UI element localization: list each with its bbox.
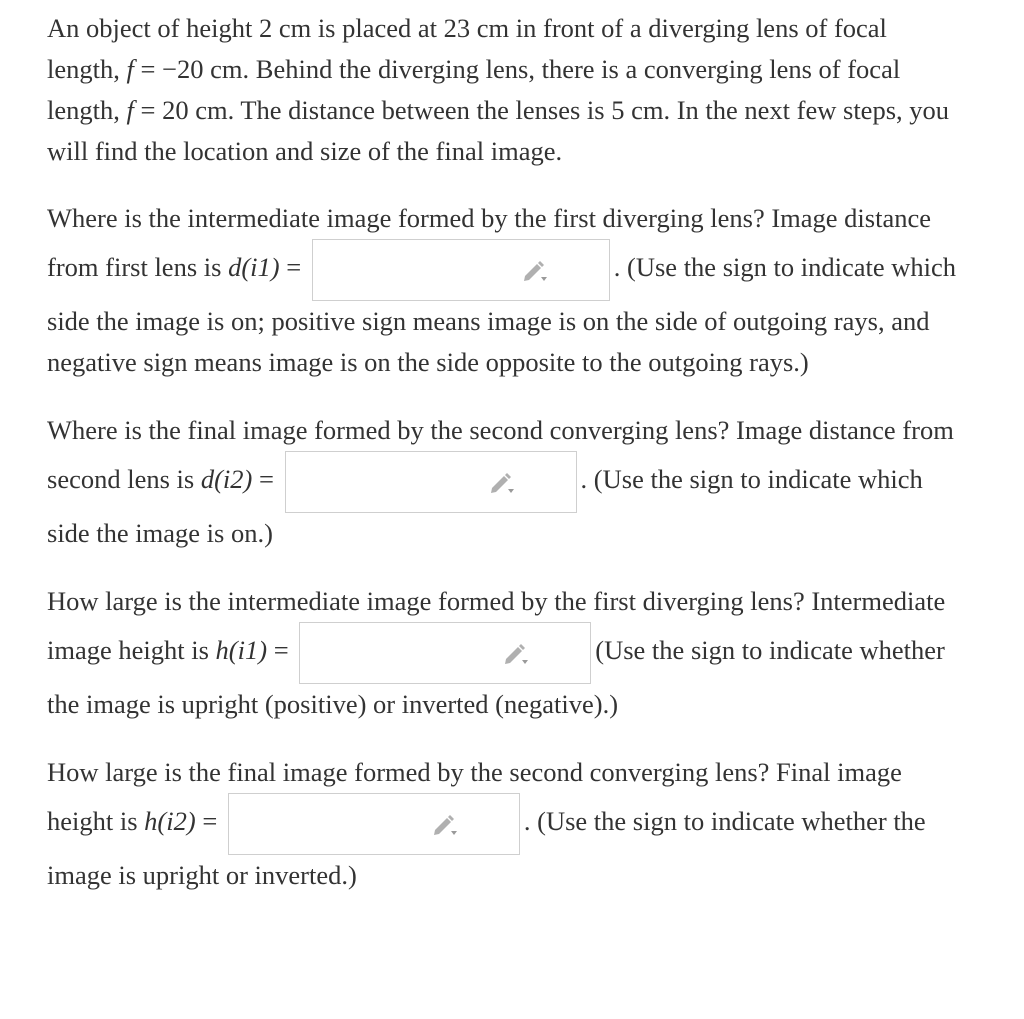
q3-suffix-2: sign to indicate whether the image is upright (positive) or inverted (negative).) [47, 635, 945, 719]
q3-suffix-1: (Use the [595, 635, 685, 666]
pencil-icon[interactable] [502, 641, 530, 667]
intro-text-2: = −20 cm. Behind the diverging lens, there is a converging lens of focal length, [47, 54, 901, 125]
q1-variable: d(i1) [228, 252, 280, 283]
q4-suffix-2: whether the image is upright or inverted.) [47, 806, 926, 890]
intro-text-1: An object of height 2 cm is placed at 23 cm in front of a diverging lens of focal length, [47, 13, 887, 84]
pencil-icon[interactable] [488, 470, 516, 496]
q2-equals: = [252, 464, 281, 495]
pencil-icon[interactable] [521, 258, 549, 284]
intro-text-3: = 20 cm. The distance between the lenses is 5 cm. In the next few steps, you will find the location and size of the final image. [47, 95, 950, 166]
question-4 [47, 752, 957, 896]
problem-statement [47, 8, 957, 172]
q4-prefix: How large is the final image formed by the second converging lens? Final image height is [47, 757, 902, 837]
answer-input-h-i1[interactable] [299, 622, 591, 684]
q4-equals: = [195, 806, 224, 837]
q3-variable: h(i1) [215, 635, 268, 666]
question-3 [47, 581, 957, 725]
q3-prefix: How large is the intermediate image formed by the first diverging lens? Intermediate image height is [47, 586, 946, 666]
q1-equals: = [279, 252, 308, 283]
q3-equals: = [267, 635, 296, 666]
focal-length-symbol-2: f [126, 95, 134, 125]
q2-suffix-2: sign to indicate which side the image is on.) [47, 464, 923, 548]
question-content [47, 8, 957, 896]
focal-length-symbol-1: f [126, 54, 134, 84]
question-1 [47, 198, 957, 383]
pencil-icon[interactable] [431, 812, 459, 838]
question-2 [47, 410, 957, 554]
q2-variable: d(i2) [200, 464, 253, 495]
answer-input-d-i2[interactable] [285, 451, 577, 513]
q1-prefix: Where is the intermediate image formed by the first diverging lens? Image distance from first lens is [47, 203, 931, 283]
q2-prefix: Where is the final image formed by the second converging lens? Image distance from second lens is [47, 415, 954, 495]
q1-suffix-2: indicate which side the image is on; positive sign means image is on the side of outgoing rays, and negative sign means image is on the side opposite to the outgoing rays.) [47, 252, 956, 377]
q1-suffix-1: . (Use the sign to [613, 252, 795, 283]
q2-suffix-1: . (Use the [580, 464, 683, 495]
q4-variable: h(i2) [144, 806, 196, 837]
answer-input-h-i2[interactable] [228, 793, 520, 855]
answer-input-d-i1[interactable] [312, 239, 610, 301]
q4-suffix-1: . (Use the sign to indicate [523, 806, 795, 837]
